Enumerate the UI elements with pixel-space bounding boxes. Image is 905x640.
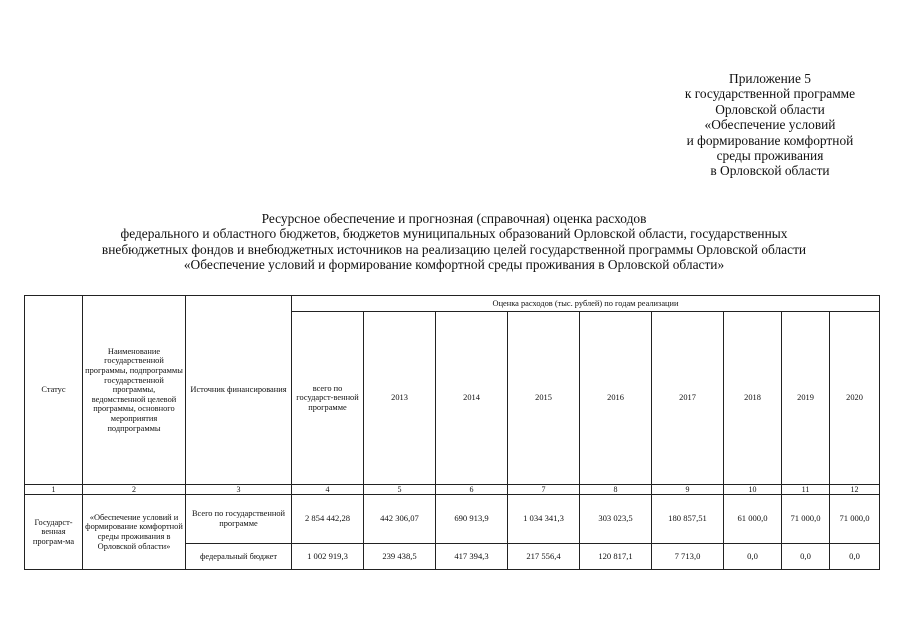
value-cell: 120 817,1 <box>580 544 652 570</box>
header-period: Оценка расходов (тыс. рублей) по годам реализации <box>292 296 880 312</box>
program-name-cell: «Обеспечение условий и формирование комфортной среды проживания в Орловской области» <box>83 495 186 570</box>
title-line: внебюджетных фондов и внебюджетных источников на реализацию целей государственной программы Орловской области <box>101 241 807 257</box>
header-year: 2015 <box>508 312 580 485</box>
value-cell: 61 000,0 <box>724 495 782 544</box>
column-number: 9 <box>652 485 724 495</box>
column-number: 1 <box>25 485 83 495</box>
value-cell: 442 306,07 <box>364 495 436 544</box>
value-cell: 71 000,0 <box>782 495 830 544</box>
value-cell: 71 000,0 <box>830 495 880 544</box>
column-number: 3 <box>186 485 292 495</box>
header-year: 2013 <box>364 312 436 485</box>
column-number-row <box>25 485 880 495</box>
column-number: 6 <box>436 485 508 495</box>
value-cell: 217 556,4 <box>508 544 580 570</box>
column-number: 5 <box>364 485 436 495</box>
header-year: 2018 <box>724 312 782 485</box>
title-line: Ресурсное обеспечение и прогнозная (справочная) оценка расходов <box>261 211 647 226</box>
table-row <box>25 495 880 544</box>
appendix-line: «Обеспечение условий <box>704 117 836 133</box>
value-cell: 690 913,9 <box>436 495 508 544</box>
header-row-period <box>25 296 880 312</box>
header-year: 2014 <box>436 312 508 485</box>
budget-table <box>24 295 880 570</box>
header-year: 2016 <box>580 312 652 485</box>
header-name: Наименование государственной программы, подпрограммы государственной программы, ведомственной целевой программы, основного мероприятия подпрограммы <box>83 296 186 485</box>
header-year: 2020 <box>830 312 880 485</box>
column-number: 2 <box>83 485 186 495</box>
column-number: 10 <box>724 485 782 495</box>
title-line: федерального и областного бюджетов, бюджетов муниципальных образований Орловской области, государственных <box>120 226 788 242</box>
column-number: 11 <box>782 485 830 495</box>
header-total: всего по государст-венной программе <box>292 312 364 485</box>
header-year: 2019 <box>782 312 830 485</box>
value-cell: 239 438,5 <box>364 544 436 570</box>
appendix-line: к государственной программе <box>684 86 856 102</box>
value-cell: 7 713,0 <box>652 544 724 570</box>
header-year: 2017 <box>652 312 724 485</box>
source-cell: федеральный бюджет <box>186 544 292 570</box>
document-title <box>30 211 878 273</box>
value-cell: 180 857,51 <box>652 495 724 544</box>
value-cell: 0,0 <box>830 544 880 570</box>
appendix-line: среды проживания <box>716 148 824 164</box>
source-cell: Всего по государственной программе <box>186 495 292 544</box>
appendix-line: Приложение 5 <box>729 71 811 86</box>
column-number: 7 <box>508 485 580 495</box>
header-status: Статус <box>25 296 83 485</box>
column-number: 4 <box>292 485 364 495</box>
appendix-line: Орловской области <box>715 101 825 117</box>
column-number: 12 <box>830 485 880 495</box>
value-cell: 1 002 919,3 <box>292 544 364 570</box>
value-cell: 2 854 442,28 <box>292 495 364 544</box>
title-line: «Обеспечение условий и формирование комфортной среды проживания в Орловской области» <box>183 257 725 273</box>
value-cell: 0,0 <box>724 544 782 570</box>
value-cell: 417 394,3 <box>436 544 508 570</box>
appendix-block <box>640 71 900 179</box>
appendix-line: в Орловской области <box>710 163 830 179</box>
status-cell: Государст-венная програм-ма <box>25 495 83 570</box>
column-number: 8 <box>580 485 652 495</box>
value-cell: 1 034 341,3 <box>508 495 580 544</box>
value-cell: 0,0 <box>782 544 830 570</box>
value-cell: 303 023,5 <box>580 495 652 544</box>
appendix-line: и формирование комфортной <box>686 132 854 148</box>
header-source: Источник финансирования <box>186 296 292 485</box>
